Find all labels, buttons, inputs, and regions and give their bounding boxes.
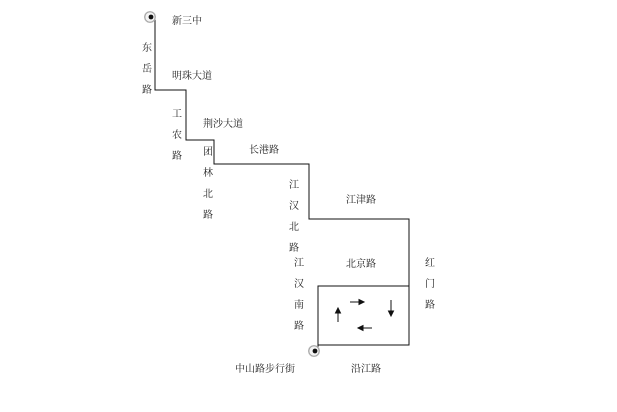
arrow-down-icon [389,300,394,316]
street-label-yanjiang: 沿江路 [351,364,381,375]
arrow-right-icon [350,300,364,305]
arrow-left-icon [358,326,372,331]
street-label-jianghan-nan: 江汉南路 [294,258,304,332]
street-label-jiangjin: 江津路 [346,195,376,206]
street-label-dongyue: 东岳路 [142,43,152,96]
street-label-jingsha: 荆沙大道 [203,119,243,130]
street-label-beijing: 北京路 [346,259,376,270]
street-label-hongmen: 红门路 [425,258,435,311]
street-label-jianghan-bei: 江汉北路 [289,180,299,254]
route-line [155,18,409,350]
street-label-tuanlin: 团林北路 [203,147,213,221]
one-way-loop [318,286,409,345]
street-label-changgang: 长港路 [249,145,279,156]
end-marker-icon [308,345,320,357]
street-label-mingzhu: 明珠大道 [172,71,212,82]
start-label: 新三中 [172,16,202,27]
arrow-up-icon [336,308,341,322]
street-label-gongnong: 工农路 [172,109,182,162]
end-label: 中山路步行街 [235,364,295,375]
start-marker-icon [144,11,156,23]
